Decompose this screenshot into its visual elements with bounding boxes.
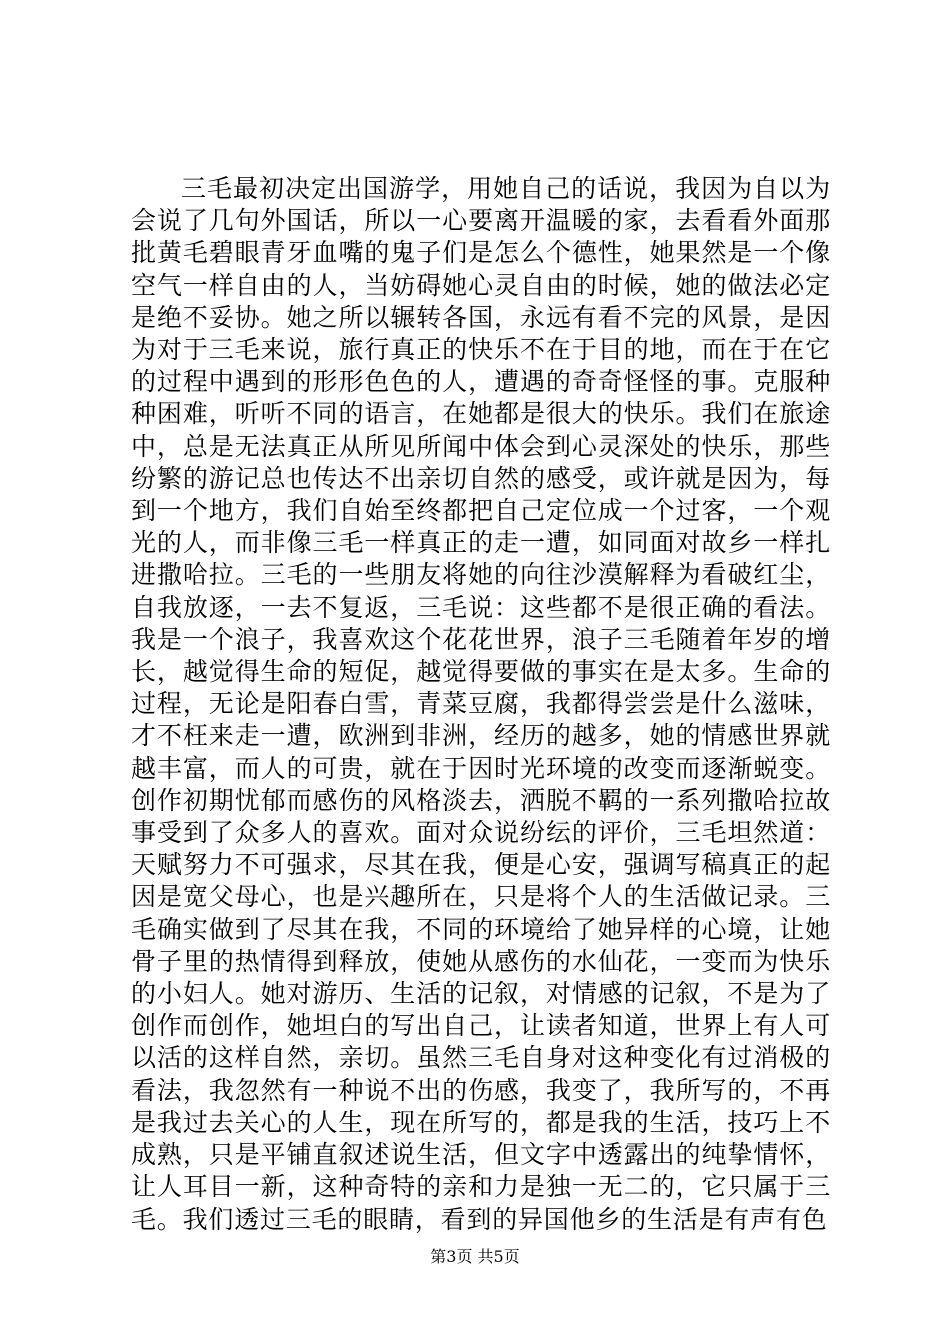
body-paragraph: 三毛最初决定出国游学，用她自己的话说，我因为自以为会说了几句外国话，所以一心要离开温暖的家，去看看外面那批黄毛碧眼青牙血嘴的鬼子们是怎么个德性，她果然是一个像空气一样自由的人，当妨碍她心灵自由的时候，她的做法必定是绝不妥协。她之所以辗转各国，永远有看不完的风景，是因为对于三毛来说，旅行真正的快乐不在于目的地，而在于在它的过程中遇到的形形色色的人，遭遇的奇奇怪怪的事。克服种种困难，听听不同的语言，在她都是很大的快乐。我们在旅途中，总是无法真正从所见所闻中体会到心灵深处的快乐，那些纷繁的游记总也传达不出亲切自然的感受，或许就是因为，每到一个地方，我们自始至终都把自己定位成一个过客，一个观光的人，而非像三毛一样真正的走一遭，如同面对故乡一样扎进撒哈拉。三毛的一些朋友将她的向往沙漠解释为看破红尘，自我放逐，一去不复返，三毛说：这些都不是很正确的看法。我是一个浪子，我喜欢这个花花世界，浪子三毛随着年岁的增长，越觉得生命的短促，越觉得要做的事实在是太多。生命的过程，无论是阳春白雪，青菜豆腐，我都得尝尝是什么滋味，才不枉来走一遭，欧洲到非洲，经历的越多，她的情感世界就越丰富，而人的可贵，就在于因时光环境的改变而逐渐蜕变。创作初期忧郁而感伤的风格淡去，洒脱不羁的一系列撒哈拉故事受到了众多人的喜欢。面对众说纷纭的评价，三毛坦然道：天赋努力不可强求，尽其在我，便是心安，强调写稿真正的起因是宽父母心，也是兴趣所在，只是将个人的生活做记录。三毛确实做到了尽其在我，不同的环境给了她异样的心境，让她骨子里的热情得到释放，使她从感伤的水仙花，一变而为快乐的小妇人。她对游历、生活的记叙，对情感的记叙，不是为了创作而创作，她坦白的写出自己，让读者知道，世界上有人可以活的这样自然，亲切。虽然三毛自身对这种变化有过消极的看法，我忽然有一种说不出的伤感，我变了，我所写的，不再是我过去关心的人生，现在所写的，都是我的生活，技巧上不成熟，只是平铺直叙述说生活，但文字中透露出的纯挚情怀，让人耳目一新，这种奇特的亲和力是独一无二的，它只属于三毛。我们透过三毛的眼睛，看到的异国他乡的生活是有声有色 (131, 174, 831, 1234)
page-number-footer: 第3页 共5页 (430, 1247, 520, 1266)
